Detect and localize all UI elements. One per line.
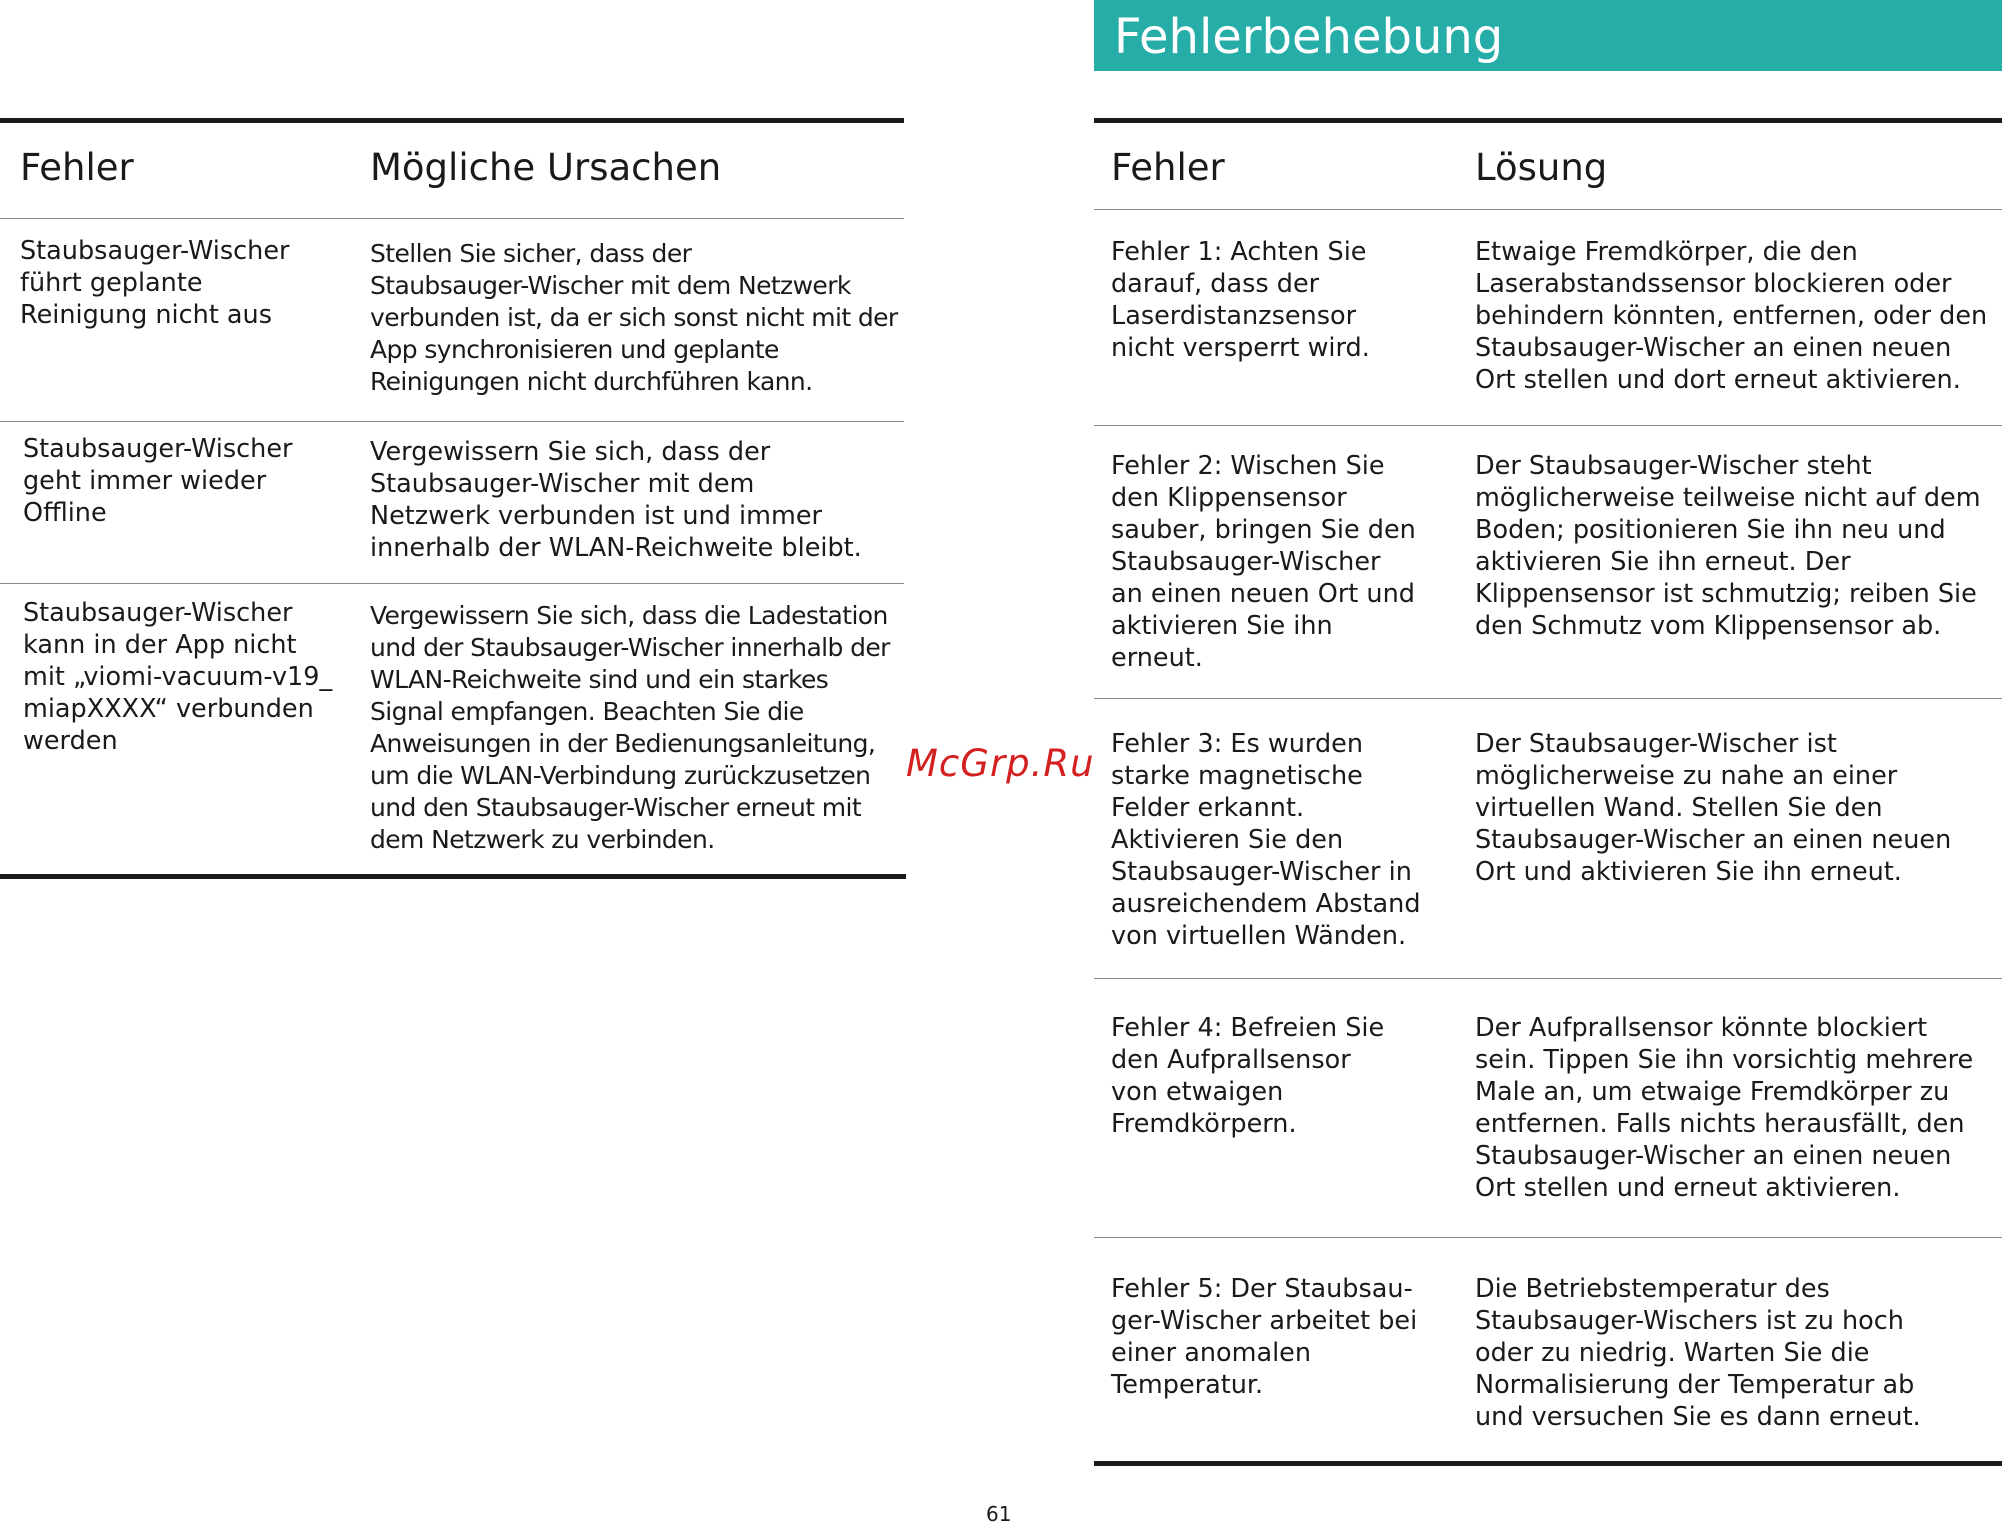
solution-cell: Der Staubsauger-Wischer steht möglicherweise teilweise nicht auf dem Boden; positionieren Sie ihn neu und aktivieren Sie ihn erneut. Der Klippensensor ist schmutzig; reiben Sie den Schmutz vom Klippensensor ab. [1475, 451, 1981, 641]
solution-cell: Der Staubsauger-Wischer ist möglicherweise zu nahe an einer virtuellen Wand. Stellen Sie den Staubsauger-Wischer an einen neuen Ort und aktivieren Sie ihn erneut. [1475, 729, 1952, 887]
table-top-rule [1094, 118, 2002, 123]
section-title: Fehlerbehebung [1114, 9, 1504, 65]
section-header [1094, 0, 2002, 71]
error-cell: Fehler 2: Wischen Sie den Klippensensor sauber, bringen Sie den Staubsauger-Wischer an einen neuen Ort und aktivieren Sie ihn erneut. [1111, 451, 1416, 673]
watermark: McGrp.Ru [906, 742, 1095, 785]
error-cell: Fehler 1: Achten Sie darauf, dass der Laserdistanzsensor nicht versperrt wird. [1111, 237, 1370, 363]
row-divider [0, 421, 904, 422]
column-header-loesung: Lösung [1475, 146, 1608, 189]
table-top-rule [0, 118, 904, 123]
page-number: 61 [986, 1502, 1012, 1526]
error-cell: Fehler 5: Der Staubsau- ger-Wischer arbeitet bei einer anomalen Temperatur. [1111, 1274, 1418, 1400]
error-cell: Staubsauger-Wischer kann in der App nicht mit „viomi-vacuum-v19_ miapXXXX“ verbunden werden [23, 598, 333, 756]
row-divider [1094, 425, 2002, 426]
column-header-fehler: Fehler [1111, 146, 1225, 189]
solution-cell: Die Betriebstemperatur des Staubsauger-Wischers ist zu hoch oder zu niedrig. Warten Sie die Normalisierung der Temperatur ab und versuchen Sie es dann erneut. [1475, 1274, 1921, 1432]
row-divider [0, 583, 904, 584]
header-divider [0, 218, 904, 219]
table-bottom-rule [0, 874, 906, 879]
header-divider [1094, 209, 2002, 210]
solution-cell: Der Aufprallsensor könnte blockiert sein. Tippen Sie ihn vorsichtig mehrere Male an, um etwaige Fremdkörper zu entfernen. Falls nichts herausfällt, den Staubsauger-Wischer an einen neuen Ort stellen und erneut aktivieren. [1475, 1013, 1974, 1203]
cause-cell: Stellen Sie sicher, dass der Staubsauger-Wischer mit dem Netzwerk verbunden ist, da er sich sonst nicht mit der App synchronisieren und geplante Reinigungen nicht durchführen kann. [370, 239, 898, 396]
solution-cell: Etwaige Fremdkörper, die den Laserabstandssensor blockieren oder behindern könnten, entfernen, oder den Staubsauger-Wischer an einen neuen Ort stellen und dort erneut aktivieren. [1475, 237, 1988, 395]
row-divider [1094, 1237, 2002, 1238]
error-cell: Staubsauger-Wischer geht immer wieder Offline [23, 434, 293, 528]
cause-cell: Vergewissern Sie sich, dass die Ladestation und der Staubsauger-Wischer innerhalb der WLAN-Reichweite sind und ein starkes Signal empfangen. Beachten Sie die Anweisungen in der Bedienungsanleitung, um die WLAN-Verbindung zurückzusetzen und den Staubsauger-Wischer erneut mit dem Netzwerk zu verbinden. [370, 601, 890, 854]
error-cell: Fehler 3: Es wurden starke magnetische Felder erkannt. Aktivieren Sie den Staubsauger-Wischer in ausreichendem Abstand von virtuellen Wänden. [1111, 729, 1421, 951]
table-bottom-rule [1094, 1461, 2002, 1466]
row-divider [1094, 698, 2002, 699]
error-cell: Fehler 4: Befreien Sie den Aufprallsensor von etwaigen Fremdkörpern. [1111, 1013, 1385, 1139]
error-cell: Staubsauger-Wischer führt geplante Reinigung nicht aus [20, 236, 290, 330]
column-header-ursachen: Mögliche Ursachen [370, 146, 722, 189]
cause-cell: Vergewissern Sie sich, dass der Staubsauger-Wischer mit dem Netzwerk verbunden ist und immer innerhalb der WLAN-Reichweite bleibt. [370, 437, 862, 563]
row-divider [1094, 978, 2002, 979]
column-header-fehler: Fehler [20, 146, 134, 189]
